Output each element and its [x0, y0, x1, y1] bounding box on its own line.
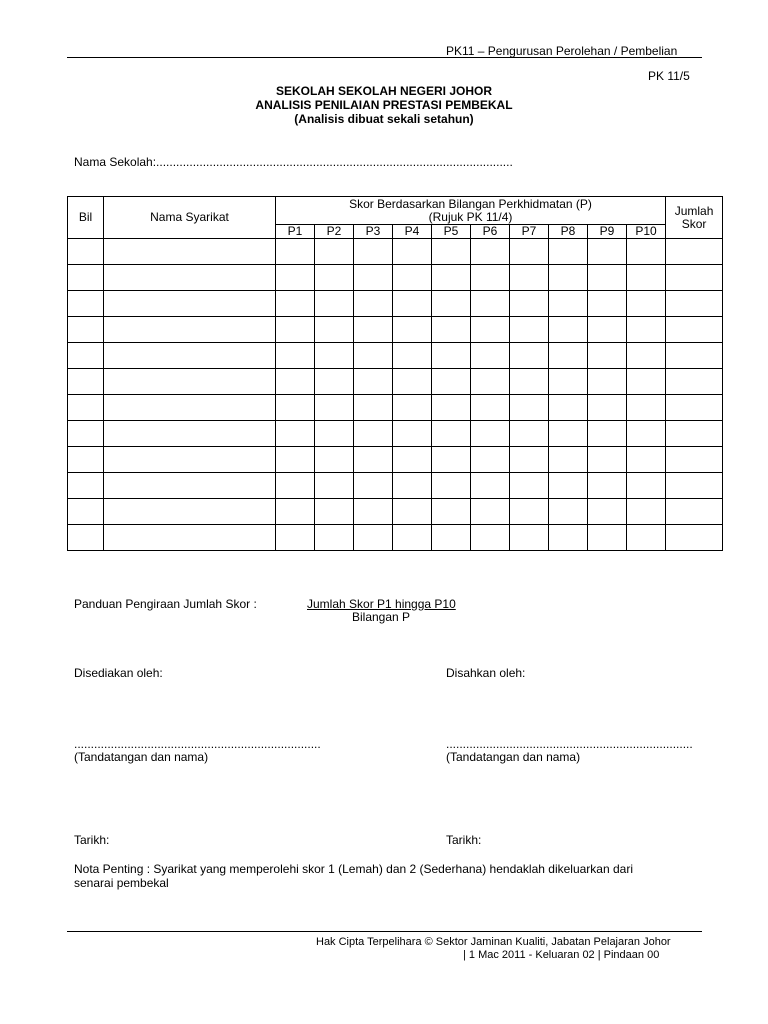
col-header-p2: P2	[315, 225, 354, 239]
cell-p6[interactable]	[471, 525, 510, 551]
approved-by-label: Disahkan oleh:	[446, 666, 526, 680]
col-header-p6: P6	[471, 225, 510, 239]
cell-p8[interactable]	[549, 499, 588, 525]
cell-p2[interactable]	[315, 369, 354, 395]
table-row	[68, 499, 723, 525]
guide-label: Panduan Pengiraan Jumlah Skor :	[74, 597, 257, 611]
cell-company[interactable]	[104, 291, 276, 317]
cell-bil[interactable]	[68, 473, 104, 499]
cell-p5[interactable]	[432, 395, 471, 421]
cell-p4[interactable]	[393, 395, 432, 421]
cell-p2[interactable]	[315, 473, 354, 499]
title-line-1: SEKOLAH SEKOLAH NEGERI JOHOR	[275, 84, 493, 98]
cell-total[interactable]	[666, 239, 723, 265]
cell-company[interactable]	[104, 447, 276, 473]
cell-total[interactable]	[666, 473, 723, 499]
table-row	[68, 395, 723, 421]
cell-p1[interactable]	[276, 525, 315, 551]
table-row	[68, 473, 723, 499]
col-header-total	[666, 197, 723, 239]
cell-p3[interactable]	[354, 369, 393, 395]
cell-p1[interactable]	[276, 265, 315, 291]
score-table	[67, 196, 722, 551]
cell-p1[interactable]	[276, 447, 315, 473]
date-right-label[interactable]: Tarikh:	[446, 833, 482, 847]
table-row	[68, 343, 723, 369]
date-left-label[interactable]: Tarikh:	[74, 833, 110, 847]
cell-p1[interactable]	[276, 291, 315, 317]
cell-company[interactable]	[104, 265, 276, 291]
cell-p7[interactable]	[510, 239, 549, 265]
cell-p5[interactable]	[432, 317, 471, 343]
cell-company[interactable]	[104, 499, 276, 525]
cell-p2[interactable]	[315, 317, 354, 343]
cell-p5[interactable]	[432, 473, 471, 499]
table-row	[68, 525, 723, 551]
cell-p5[interactable]	[432, 525, 471, 551]
cell-p5[interactable]	[432, 239, 471, 265]
cell-p10[interactable]	[627, 421, 666, 447]
cell-p6[interactable]	[471, 265, 510, 291]
cell-p6[interactable]	[471, 421, 510, 447]
cell-company[interactable]	[104, 343, 276, 369]
cell-p4[interactable]	[393, 525, 432, 551]
cell-p7[interactable]	[510, 317, 549, 343]
cell-p2[interactable]	[315, 291, 354, 317]
cell-p8[interactable]	[549, 343, 588, 369]
table-row	[68, 317, 723, 343]
cell-company[interactable]	[104, 317, 276, 343]
cell-bil[interactable]	[68, 525, 104, 551]
cell-p6[interactable]	[471, 291, 510, 317]
cell-p9[interactable]	[588, 525, 627, 551]
cell-bil[interactable]	[68, 291, 104, 317]
cell-p7[interactable]	[510, 265, 549, 291]
cell-p7[interactable]	[510, 447, 549, 473]
cell-total[interactable]	[666, 421, 723, 447]
guide-numerator: Jumlah Skor P1 hingga P10	[307, 597, 456, 611]
cell-p10[interactable]	[627, 395, 666, 421]
col-header-p3: P3	[354, 225, 393, 239]
cell-p7[interactable]	[510, 395, 549, 421]
col-header-bil: Bil	[68, 197, 104, 239]
cell-p6[interactable]	[471, 447, 510, 473]
score-header-line-1: Skor Berdasarkan Bilangan Perkhidmatan (P)	[349, 196, 592, 211]
approved-signature-caption: (Tandatangan dan nama)	[446, 750, 581, 764]
footer-copyright: Hak Cipta Terpelihara © Sektor Jaminan Kualiti, Jabatan Pelajaran Johor	[316, 936, 671, 948]
guide-denominator: Bilangan P	[352, 610, 411, 624]
cell-total[interactable]	[666, 447, 723, 473]
cell-p6[interactable]	[471, 239, 510, 265]
cell-p3[interactable]	[354, 343, 393, 369]
cell-p3[interactable]	[354, 421, 393, 447]
cell-p10[interactable]	[627, 499, 666, 525]
form-code: PK 11/5	[648, 69, 690, 83]
cell-p9[interactable]	[588, 395, 627, 421]
cell-p6[interactable]	[471, 343, 510, 369]
cell-p6[interactable]	[471, 317, 510, 343]
cell-p7[interactable]	[510, 473, 549, 499]
total-header-line-2: Skor	[681, 216, 707, 231]
cell-p3[interactable]	[354, 525, 393, 551]
cell-p1[interactable]	[276, 317, 315, 343]
col-header-p1: P1	[276, 225, 315, 239]
cell-p8[interactable]	[549, 291, 588, 317]
cell-p1[interactable]	[276, 343, 315, 369]
cell-p8[interactable]	[549, 525, 588, 551]
cell-p9[interactable]	[588, 239, 627, 265]
cell-p2[interactable]	[315, 343, 354, 369]
cell-p4[interactable]	[393, 343, 432, 369]
cell-bil[interactable]	[68, 343, 104, 369]
cell-p3[interactable]	[354, 239, 393, 265]
cell-p7[interactable]	[510, 343, 549, 369]
important-note-line-2: senarai pembekal	[74, 876, 169, 890]
cell-total[interactable]	[666, 525, 723, 551]
cell-total[interactable]	[666, 291, 723, 317]
cell-p10[interactable]	[627, 473, 666, 499]
prepared-signature-line[interactable]: ..........................................................................	[74, 737, 321, 751]
cell-bil[interactable]	[68, 447, 104, 473]
title-line-2: ANALISIS PENILAIAN PRESTASI PEMBEKAL	[255, 98, 513, 112]
page-header-title: PK11 – Pengurusan Perolehan / Pembelian	[446, 44, 678, 58]
cell-company[interactable]	[104, 239, 276, 265]
cell-p7[interactable]	[510, 421, 549, 447]
cell-p8[interactable]	[549, 421, 588, 447]
cell-p1[interactable]	[276, 473, 315, 499]
cell-p4[interactable]	[393, 369, 432, 395]
cell-p9[interactable]	[588, 265, 627, 291]
cell-p4[interactable]	[393, 265, 432, 291]
cell-p5[interactable]	[432, 447, 471, 473]
cell-p2[interactable]	[315, 265, 354, 291]
cell-p4[interactable]	[393, 499, 432, 525]
cell-p9[interactable]	[588, 317, 627, 343]
cell-total[interactable]	[666, 395, 723, 421]
cell-p6[interactable]	[471, 395, 510, 421]
cell-p3[interactable]	[354, 317, 393, 343]
cell-p2[interactable]	[315, 239, 354, 265]
cell-p10[interactable]	[627, 265, 666, 291]
cell-p8[interactable]	[549, 395, 588, 421]
cell-p6[interactable]	[471, 499, 510, 525]
cell-p4[interactable]	[393, 239, 432, 265]
cell-p10[interactable]	[627, 369, 666, 395]
cell-p2[interactable]	[315, 395, 354, 421]
cell-company[interactable]	[104, 473, 276, 499]
col-header-p7: P7	[510, 225, 549, 239]
cell-p2[interactable]	[315, 447, 354, 473]
table-row	[68, 291, 723, 317]
cell-p1[interactable]	[276, 239, 315, 265]
cell-p3[interactable]	[354, 395, 393, 421]
col-header-score	[276, 197, 666, 225]
cell-p10[interactable]	[627, 525, 666, 551]
cell-p4[interactable]	[393, 317, 432, 343]
cell-p9[interactable]	[588, 499, 627, 525]
cell-p1[interactable]	[276, 421, 315, 447]
cell-p10[interactable]	[627, 239, 666, 265]
cell-p1[interactable]	[276, 395, 315, 421]
cell-p6[interactable]	[471, 473, 510, 499]
col-header-company: Nama Syarikat	[104, 197, 276, 239]
cell-bil[interactable]	[68, 317, 104, 343]
table-row	[68, 421, 723, 447]
cell-p5[interactable]	[432, 265, 471, 291]
cell-bil[interactable]	[68, 239, 104, 265]
cell-p3[interactable]	[354, 265, 393, 291]
cell-bil[interactable]	[68, 499, 104, 525]
table-row	[68, 369, 723, 395]
cell-bil[interactable]	[68, 265, 104, 291]
cell-p7[interactable]	[510, 291, 549, 317]
cell-company[interactable]	[104, 421, 276, 447]
header-divider	[67, 57, 702, 58]
cell-total[interactable]	[666, 499, 723, 525]
cell-company[interactable]	[104, 369, 276, 395]
cell-p10[interactable]	[627, 291, 666, 317]
cell-total[interactable]	[666, 369, 723, 395]
cell-p8[interactable]	[549, 317, 588, 343]
cell-p4[interactable]	[393, 473, 432, 499]
col-header-p9: P9	[588, 225, 627, 239]
cell-p2[interactable]	[315, 421, 354, 447]
footer-divider	[67, 931, 702, 932]
cell-p1[interactable]	[276, 499, 315, 525]
col-header-p8: P8	[549, 225, 588, 239]
cell-p8[interactable]	[549, 473, 588, 499]
cell-p4[interactable]	[393, 447, 432, 473]
cell-total[interactable]	[666, 265, 723, 291]
cell-p4[interactable]	[393, 291, 432, 317]
cell-p9[interactable]	[588, 473, 627, 499]
cell-p4[interactable]	[393, 421, 432, 447]
col-header-p5: P5	[432, 225, 471, 239]
table-row	[68, 265, 723, 291]
cell-p5[interactable]	[432, 421, 471, 447]
col-header-p10: P10	[627, 225, 666, 239]
cell-p1[interactable]	[276, 369, 315, 395]
cell-company[interactable]	[104, 395, 276, 421]
cell-p8[interactable]	[549, 239, 588, 265]
cell-p7[interactable]	[510, 499, 549, 525]
cell-p6[interactable]	[471, 369, 510, 395]
cell-bil[interactable]	[68, 421, 104, 447]
cell-p8[interactable]	[549, 447, 588, 473]
cell-p3[interactable]	[354, 447, 393, 473]
cell-p8[interactable]	[549, 265, 588, 291]
cell-p7[interactable]	[510, 369, 549, 395]
cell-p9[interactable]	[588, 421, 627, 447]
cell-company[interactable]	[104, 525, 276, 551]
table-row	[68, 239, 723, 265]
cell-p8[interactable]	[549, 369, 588, 395]
cell-p5[interactable]	[432, 343, 471, 369]
cell-bil[interactable]	[68, 369, 104, 395]
approved-signature-line[interactable]: ..........................................................................	[446, 737, 693, 751]
prepared-signature-caption: (Tandatangan dan nama)	[74, 750, 209, 764]
table-row	[68, 447, 723, 473]
cell-p7[interactable]	[510, 525, 549, 551]
cell-p9[interactable]	[588, 447, 627, 473]
cell-p2[interactable]	[315, 525, 354, 551]
cell-p10[interactable]	[627, 317, 666, 343]
col-header-p4: P4	[393, 225, 432, 239]
cell-p9[interactable]	[588, 343, 627, 369]
cell-p3[interactable]	[354, 499, 393, 525]
cell-total[interactable]	[666, 343, 723, 369]
school-name-field[interactable]: Nama Sekolah:...........................................................................................................	[74, 155, 513, 169]
score-header-line-2: (Rujuk PK 11/4)	[428, 209, 513, 224]
cell-p5[interactable]	[432, 499, 471, 525]
cell-p5[interactable]	[432, 369, 471, 395]
cell-p9[interactable]	[588, 291, 627, 317]
cell-p3[interactable]	[354, 291, 393, 317]
cell-p10[interactable]	[627, 343, 666, 369]
footer-version: | 1 Mac 2011 - Keluaran 02 | Pindaan 00	[463, 949, 660, 961]
cell-p2[interactable]	[315, 499, 354, 525]
important-note-line-1: Nota Penting : Syarikat yang memperolehi skor 1 (Lemah) dan 2 (Sederhana) hendaklah dikeluarkan dari	[74, 862, 633, 876]
total-header-line-1: Jumlah	[674, 203, 714, 218]
cell-p3[interactable]	[354, 473, 393, 499]
cell-bil[interactable]	[68, 395, 104, 421]
cell-p10[interactable]	[627, 447, 666, 473]
cell-p9[interactable]	[588, 369, 627, 395]
prepared-by-label: Disediakan oleh:	[74, 666, 163, 680]
title-line-3: (Analisis dibuat sekali setahun)	[294, 112, 474, 126]
cell-p5[interactable]	[432, 291, 471, 317]
cell-total[interactable]	[666, 317, 723, 343]
